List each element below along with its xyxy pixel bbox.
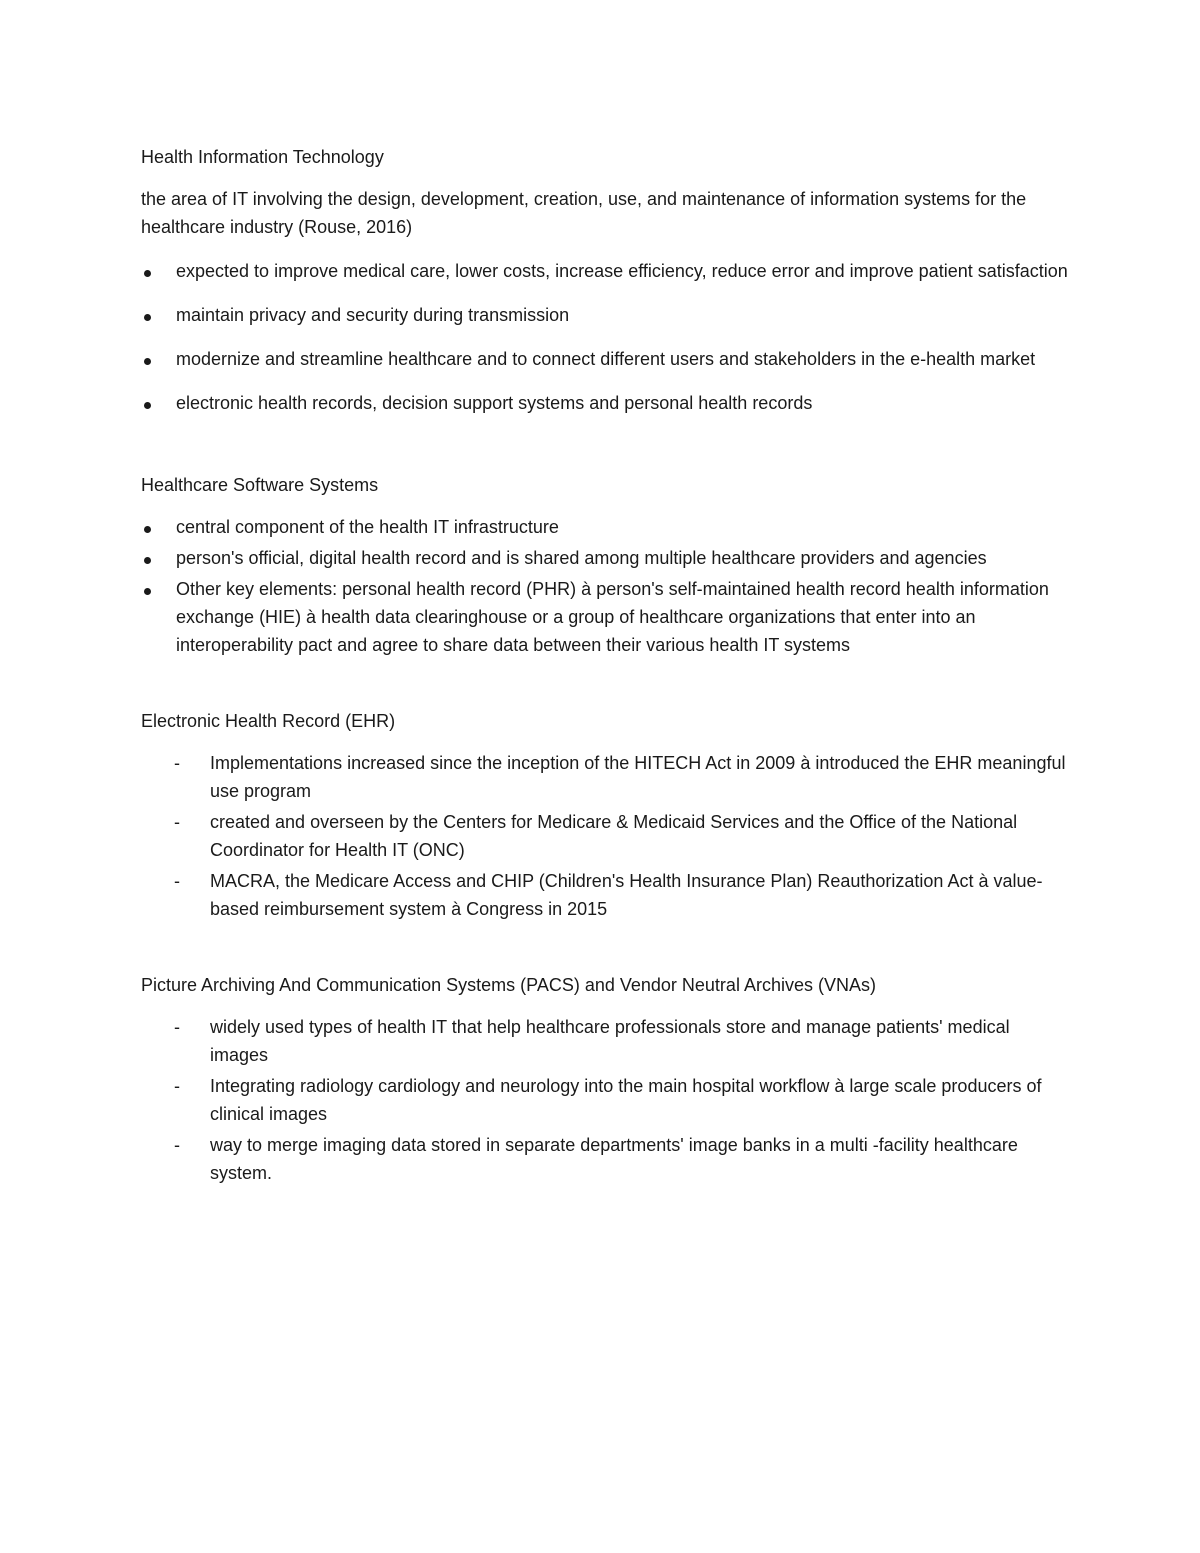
list-item-text: electronic health records, decision support systems and personal health records <box>176 393 813 413</box>
bullet-list <box>141 257 1071 417</box>
document-page <box>141 143 1071 1190</box>
dash-list <box>141 749 1071 923</box>
list-item <box>141 345 1071 373</box>
list-item-text: central component of the health IT infrastructure <box>176 517 559 537</box>
list-item-text: maintain privacy and security during transmission <box>176 305 570 325</box>
list-item-text: modernize and streamline healthcare and to connect different users and stakeholders in the e-health market <box>176 349 1036 369</box>
section-electronic-health-record <box>141 707 1071 923</box>
bullet-icon <box>141 575 161 603</box>
list-item <box>141 301 1071 329</box>
dash-marker: - <box>174 753 180 773</box>
bullet-icon <box>141 544 161 572</box>
list-item <box>141 1013 1071 1069</box>
list-item-text: Implementations increased since the inception of the HITECH Act in 2009 à introduced the EHR meaningful use program <box>210 753 1066 801</box>
list-item <box>141 389 1071 417</box>
list-item <box>141 1131 1071 1187</box>
list-item-text: widely used types of health IT that help healthcare professionals store and manage patients' medical images <box>210 1017 1010 1065</box>
section-heading: Healthcare Software Systems <box>141 475 379 495</box>
section-healthcare-software-systems <box>141 471 1071 659</box>
dash-list <box>141 1013 1071 1187</box>
dash-marker: - <box>174 1135 180 1155</box>
list-item-text: created and overseen by the Centers for Medicare & Medicaid Services and the Office of the National Coordinator for Health IT (ONC) <box>210 812 1018 860</box>
bullet-icon <box>141 345 161 373</box>
section-intro-paragraph: the area of IT involving the design, development, creation, use, and maintenance of information systems for the healthcare industry (Rouse, 2016) <box>141 189 1027 237</box>
section-pacs-vna <box>141 971 1071 1187</box>
bullet-icon <box>141 301 161 329</box>
section-heading: Health Information Technology <box>141 147 384 167</box>
list-item <box>141 1072 1071 1128</box>
bullet-icon <box>141 513 161 541</box>
dash-marker: - <box>174 1017 180 1037</box>
dash-marker: - <box>174 1076 180 1096</box>
list-item <box>141 749 1071 805</box>
section-health-information-technology <box>141 143 1071 417</box>
list-item <box>141 867 1071 923</box>
list-item <box>141 808 1071 864</box>
list-item <box>141 513 1071 541</box>
bullet-list <box>141 513 1071 659</box>
list-item-text: Other key elements: personal health record (PHR) à person's self-maintained health record health information exchange (HIE) à health data clearinghouse or a group of healthcare organizations that enter into an interoperability pact and agree to share data between their various health IT systems <box>176 579 1049 655</box>
section-heading: Electronic Health Record (EHR) <box>141 711 396 731</box>
list-item-text: person's official, digital health record and is shared among multiple healthcare providers and agencies <box>176 548 987 568</box>
section-heading: Picture Archiving And Communication Systems (PACS) and Vendor Neutral Archives (VNAs) <box>141 975 876 995</box>
list-item-text: MACRA, the Medicare Access and CHIP (Children's Health Insurance Plan) Reauthorization Act à value-based reimbursement system à Congress in 2015 <box>210 871 1043 919</box>
list-item <box>141 575 1071 659</box>
bullet-icon <box>141 257 161 285</box>
dash-marker: - <box>174 812 180 832</box>
list-item-text: way to merge imaging data stored in separate departments' image banks in a multi -facility healthcare system. <box>210 1135 1018 1183</box>
dash-marker: - <box>174 871 180 891</box>
bullet-icon <box>141 389 161 417</box>
list-item-text: expected to improve medical care, lower costs, increase efficiency, reduce error and improve patient satisfaction <box>176 261 1068 281</box>
list-item <box>141 257 1071 285</box>
list-item-text: Integrating radiology cardiology and neurology into the main hospital workflow à large scale producers of clinical images <box>210 1076 1042 1124</box>
list-item <box>141 544 1071 572</box>
